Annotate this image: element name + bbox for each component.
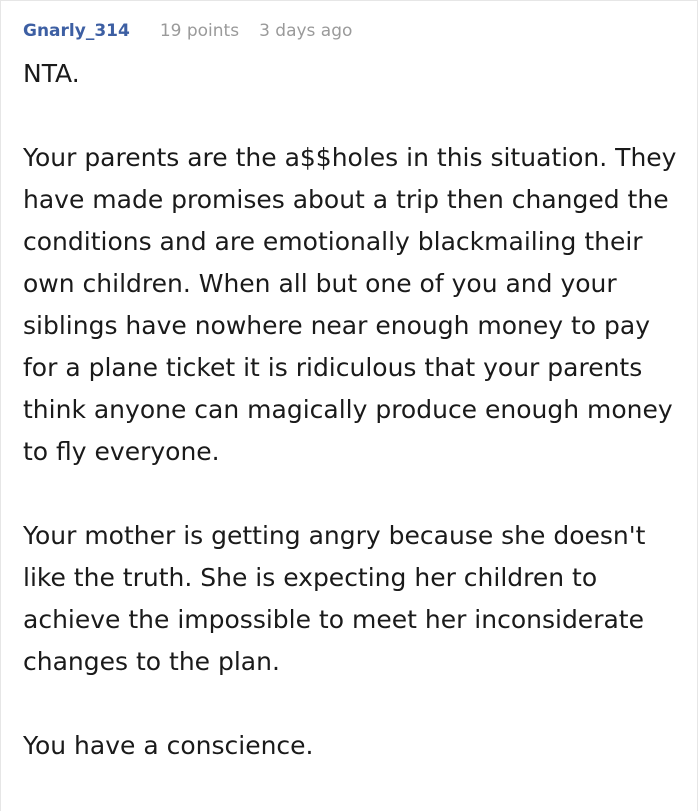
comment-meta <box>23 21 352 43</box>
comment-paragraph: Your parents are the a$$holes in this situation. They have made promises about a trip then changed the conditions and are emotionally blackmailing their own children. When all but one of you and your siblings have nowhere near enough money to pay for a plane ticket it is ridiculous that your parents think anyone can magically produce enough money to fly everyone. <box>23 143 677 466</box>
comment-paragraph: You have a conscience. <box>23 731 314 760</box>
comment-paragraph: Your mother is getting angry because she doesn't like the truth. She is expecting her children to achieve the impossible to meet her inconsiderate changes to the plan. <box>23 521 646 676</box>
comment-paragraph: NTA. <box>23 59 80 88</box>
comment-points: 19 points <box>159 21 240 41</box>
comment-body <box>23 53 683 809</box>
comment-timestamp: 3 days ago <box>259 21 353 41</box>
comment-author-link[interactable]: Gnarly_314 <box>23 21 130 41</box>
